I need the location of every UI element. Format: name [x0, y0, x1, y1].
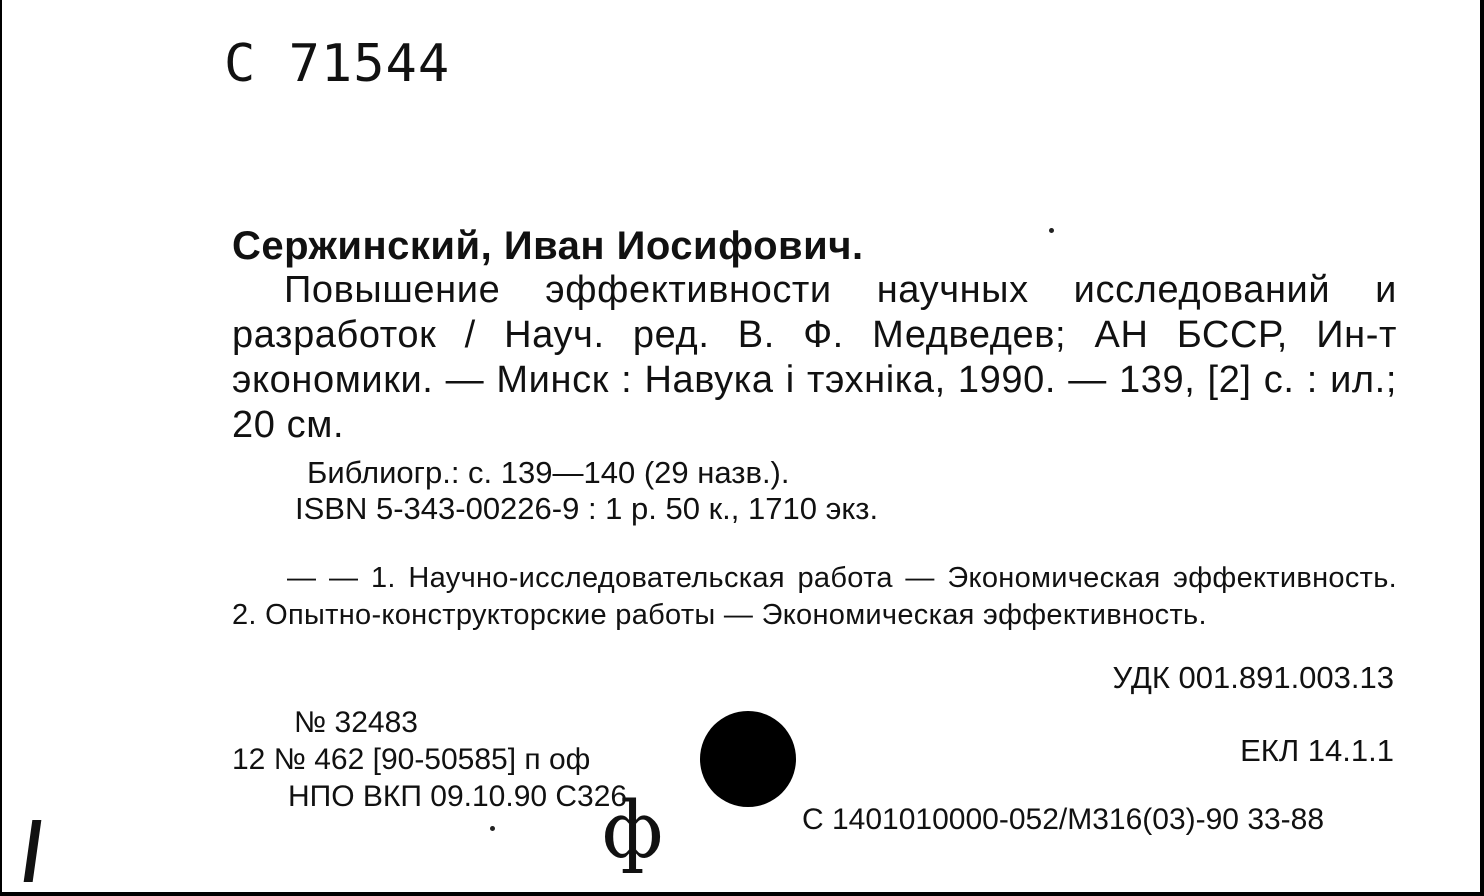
handwritten-mark: ф [602, 786, 664, 876]
punch-hole [700, 711, 796, 807]
registration-number: № 32483 [294, 706, 418, 739]
ekl-code: ЕКЛ 14.1.1 [1240, 733, 1394, 768]
ink-speck [490, 826, 495, 831]
registration-meta [232, 704, 627, 815]
call-number: С 71544 [224, 34, 451, 94]
classification-code: С 1401010000-052/М316(03)-90 33-88 [802, 803, 1325, 836]
title-description: Повышение эффективности научных исследований и разработок / Науч. ред. В. Ф. Медведев; АН БССР, Ин-т экономики. — Минск : Навука і тэхніка, 1990. — 139, [2] с. : ил.; 20 см. [232, 269, 1397, 446]
author-heading: Сержинский, Иван Иосифович. [232, 224, 864, 268]
edge-mark [24, 820, 42, 882]
isbn-line: ISBN 5-343-00226-9 : 1 р. 50 к., 1710 экз. [295, 491, 879, 526]
subject-headings: — — 1. Научно-исследовательская работа — Экономическая эффективность. 2. Опытно-конструкторские работы — Экономическая эффективность. [232, 562, 1397, 631]
bibliography-note: Библиогр.: с. 139—140 (29 назв.). [307, 455, 790, 490]
publisher-line: НПО ВКП 09.10.90 С326 [288, 780, 628, 813]
order-line: 12 № 462 [90-50585] п оф [232, 743, 591, 776]
catalog-card [2, 0, 1480, 892]
ink-speck [1049, 228, 1054, 233]
udk-code: УДК 001.891.003.13 [1112, 660, 1394, 695]
